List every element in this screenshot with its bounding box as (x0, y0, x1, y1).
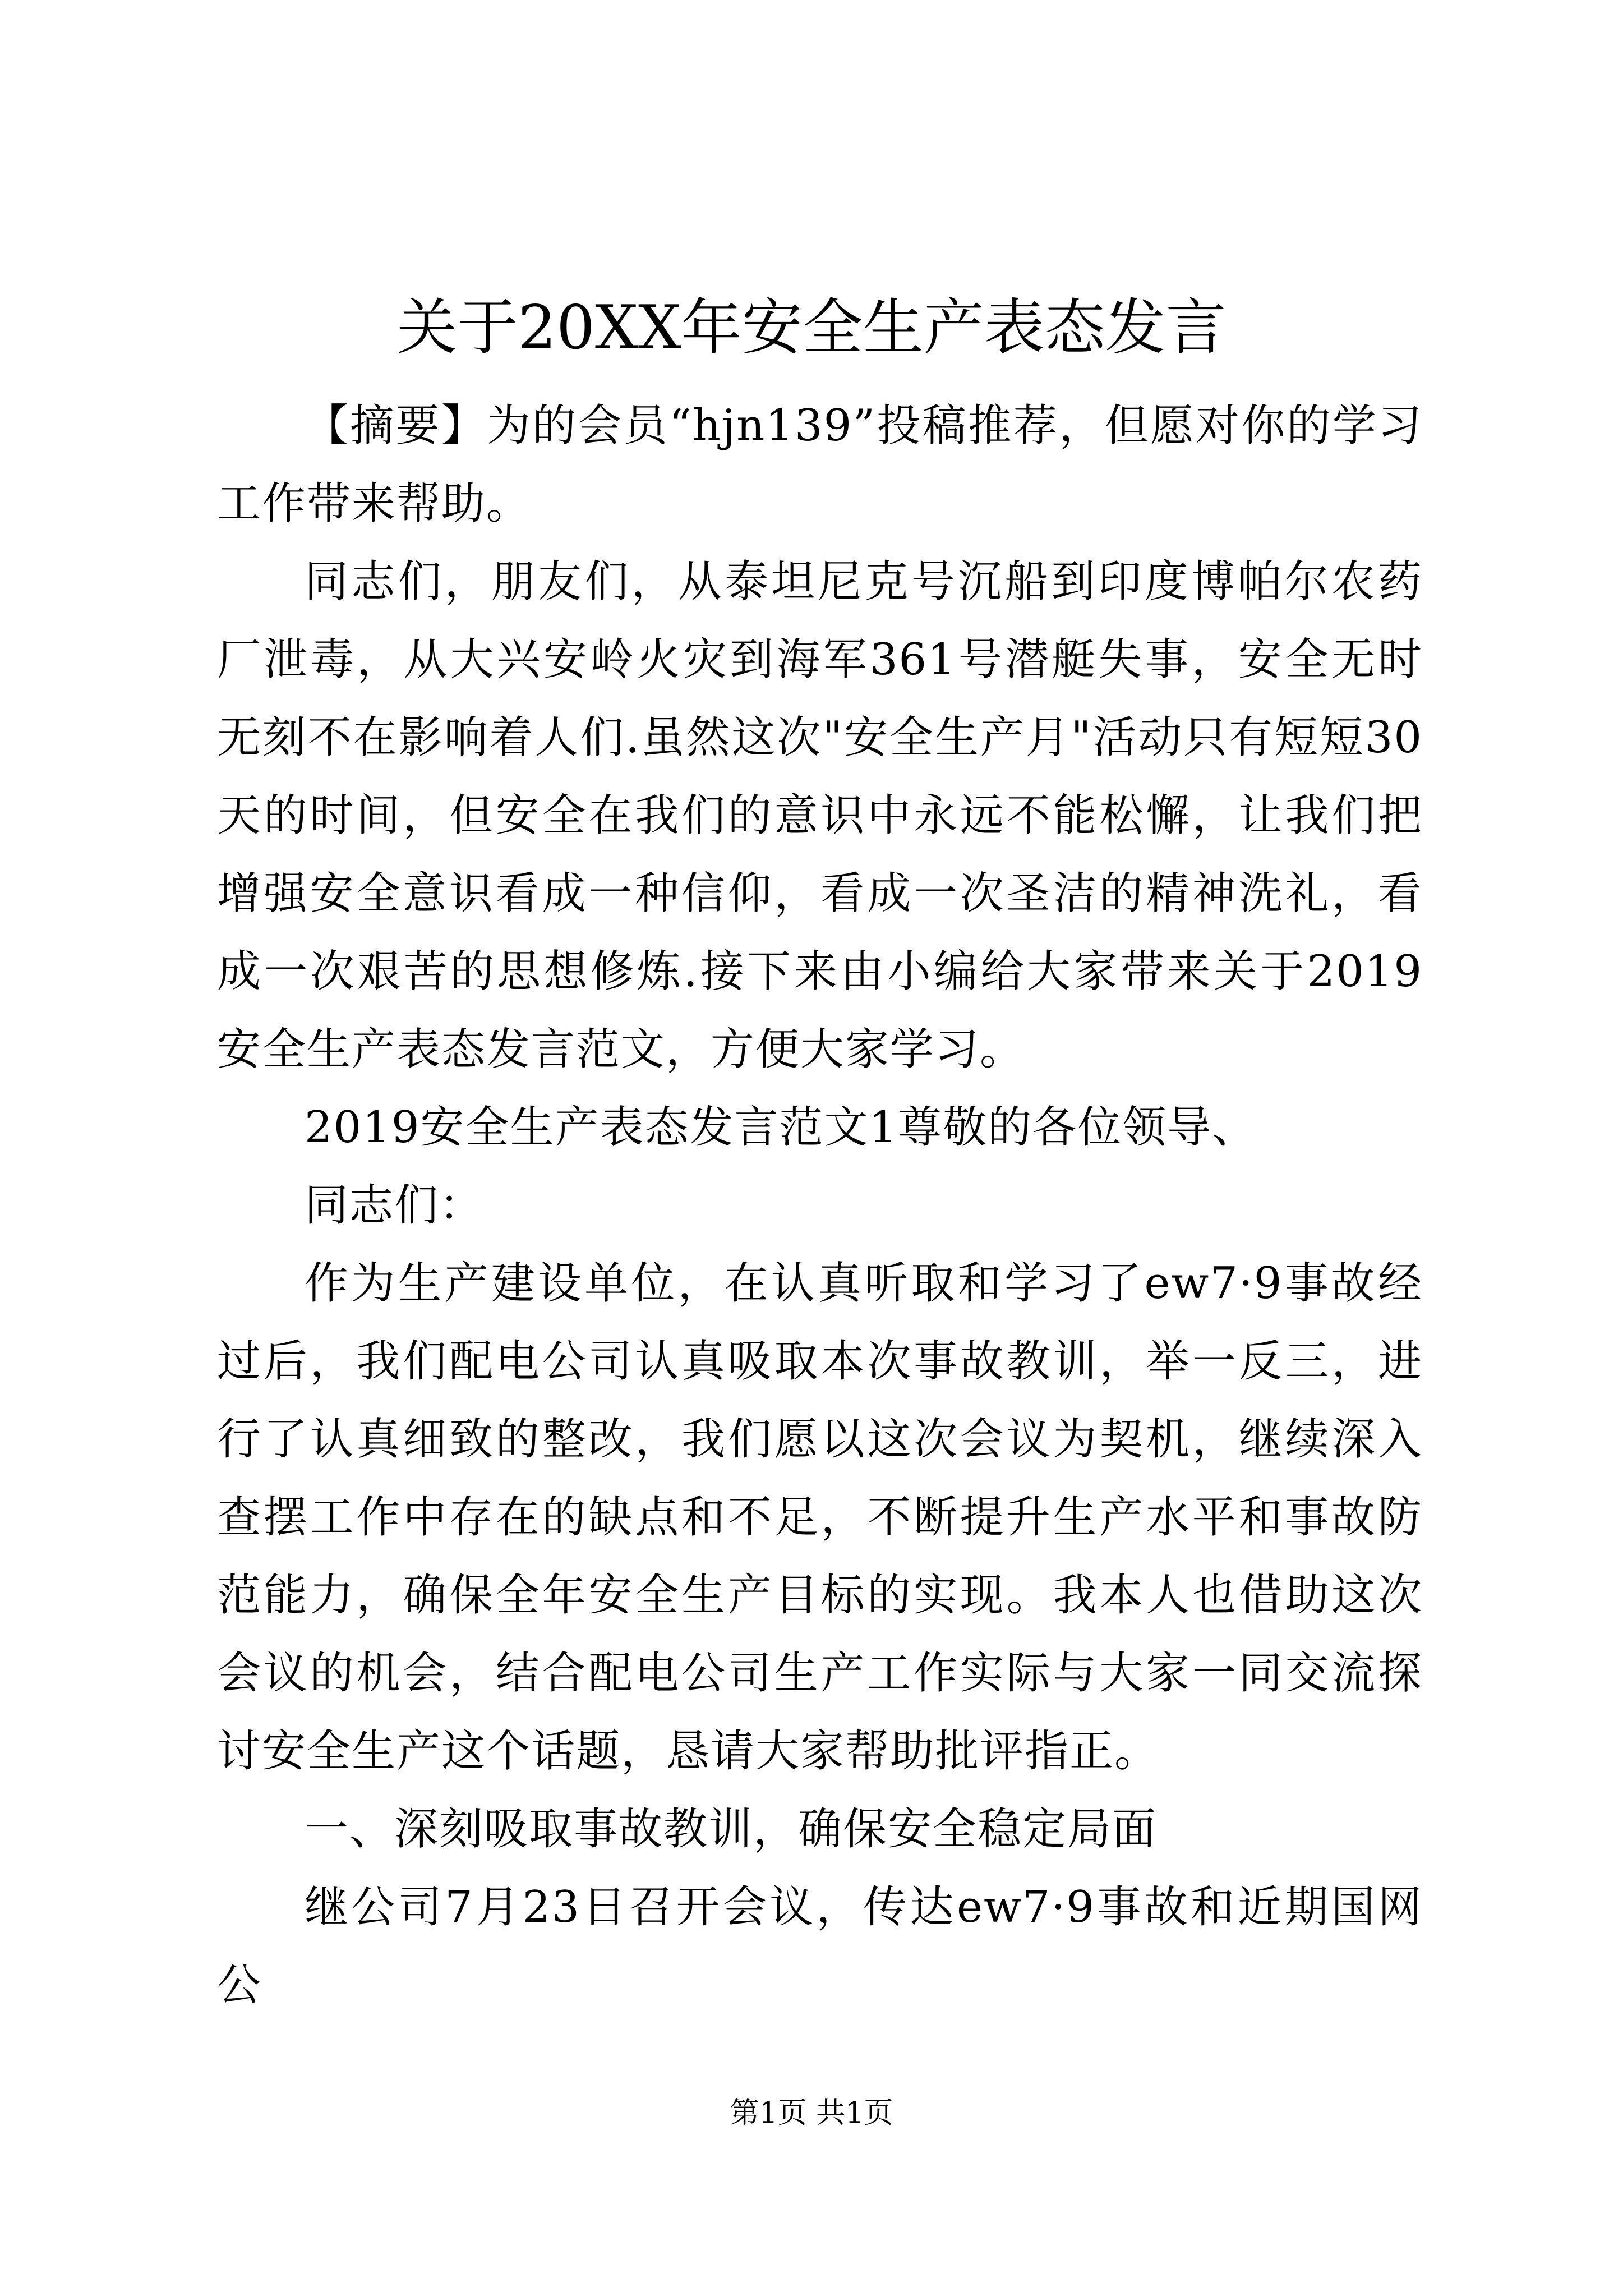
summary-paragraph: 【摘要】为的会员“hjn139”投稿推荐，但愿对你的学习工作带来帮助。 (217, 401, 1423, 529)
page-footer: 第1页 共1页 (730, 2096, 893, 2130)
speech-body-paragraph: 作为生产建设单位，在认真听取和学习了ew7·9事故经过后，我们配电公司认真吸取本次事故教训，举一反三，进行了认真细致的整改，我们愿以这次会议为契机，继续深入查摆工作中存在的缺点和不足，不断提升生产水平和事故防范能力，确保全年安全生产目标的实现。我本人也借助这次会议的机会，结合配电公司生产工作实际与大家一同交流探讨安全生产这个话题，恳请大家帮助批评指正。 (217, 1258, 1423, 1777)
salutation-paragraph: 同志们： (305, 1180, 485, 1231)
document-body (217, 387, 1423, 2024)
intro-paragraph: 同志们，朋友们，从泰坦尼克号沉船到印度博帕尔农药厂泄毒，从大兴安岭火灾到海军361号潜艇失事，安全无时无刻不在影响着人们.虽然这次"安全生产月"活动只有短短30天的时间，但安全在我们的意识中永远不能松懈，让我们把增强安全意识看成一种信仰，看成一次圣洁的精神洗礼，看成一次艰苦的思想修炼.接下来由小编给大家带来关于2019安全生产表态发言范文，方便大家学习。 (217, 556, 1423, 1075)
section-body-paragraph: 继公司7月23日召开会议，传达ew7·9事故和近期国网公 (217, 1882, 1423, 2010)
document-title: 关于20XX年安全生产表态发言 (396, 293, 1227, 363)
section-heading: 一、深刻吸取事故教训，确保安全稳定局面 (305, 1804, 1158, 1855)
speech-heading-paragraph: 2019安全生产表态发言范文1尊敬的各位领导、 (305, 1102, 1257, 1153)
